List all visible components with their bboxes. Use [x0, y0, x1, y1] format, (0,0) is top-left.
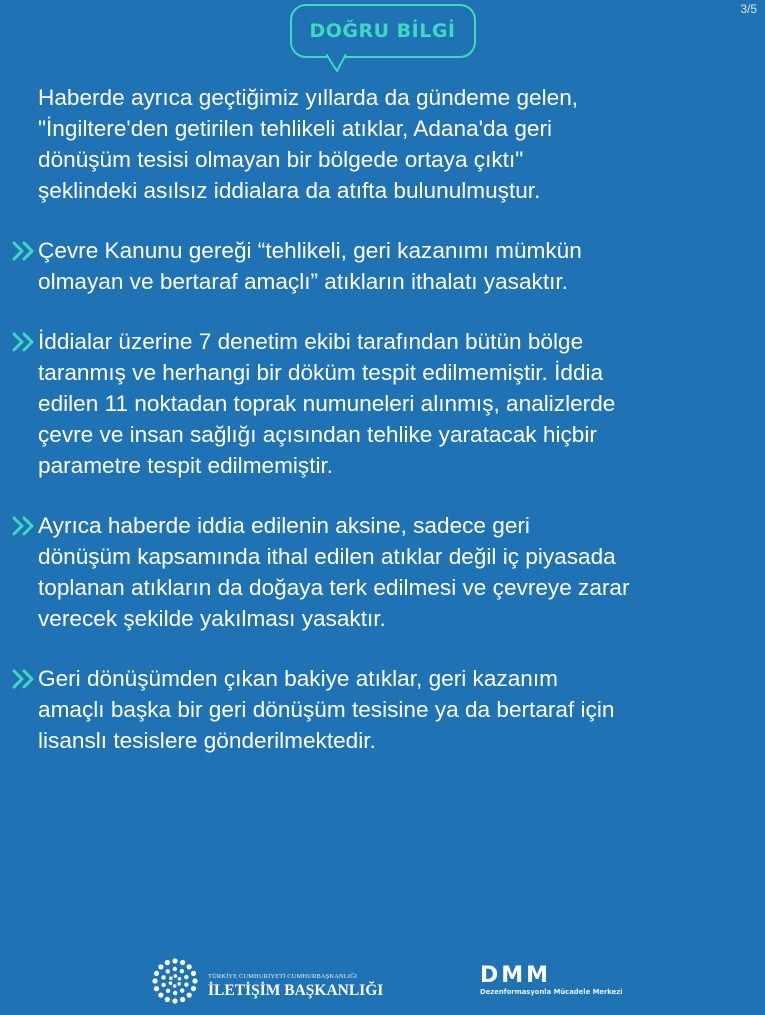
- dmm-acronym: DMM: [480, 963, 552, 988]
- logo-small-text: TÜRKİYE CUMHURİYETİ CUMHURBAŞKANLIĞI: [208, 973, 358, 980]
- footer: [0, 950, 765, 1010]
- bullet-line: toplanan atıkların da doğaya terk edilmesi ve çevreye zarar: [38, 575, 630, 600]
- bullet-line: amaçlı başka bir geri dönüşüm tesisine ya da bertaraf için: [38, 697, 615, 722]
- dmm-logo: [480, 963, 630, 1003]
- main-content: [38, 82, 750, 785]
- bullet-line: dönüşüm kapsamında ithal edilen atıklar değil iç piyasada: [38, 544, 616, 569]
- double-chevron-right-icon: [12, 516, 38, 536]
- double-chevron-right-icon: [12, 669, 38, 689]
- intro-line: Haberde ayrıca geçtiğimiz yıllarda da gündeme gelen,: [38, 85, 579, 110]
- bullet-line: Çevre Kanunu gereği “tehlikeli, geri kazanımı mümkün: [38, 238, 582, 263]
- dmm-subtitle: Dezenformasyonla Mücadele Merkezi: [480, 988, 623, 996]
- intro-line: şeklindeki asılsız iddialara da atıfta bulunulmuştur.: [38, 178, 541, 203]
- logo-big-text: İLETİŞİM BAŞKANLIĞI: [208, 982, 384, 999]
- double-chevron-right-icon: [12, 241, 38, 261]
- dogru-bilgi-badge: [290, 4, 476, 74]
- bullet-paragraph: [38, 510, 750, 634]
- iletisim-baskanligi-logo: [150, 956, 390, 1006]
- bullet-line: taranmış ve herhangi bir döküm tespit edilmemiştir. İddia: [38, 360, 604, 385]
- intro-paragraph: [38, 82, 750, 206]
- bullet-line: olmayan ve bertaraf amaçlı” atıkların ithalatı yasaktır.: [38, 269, 568, 294]
- bullet-line: verecek şekilde yakılması yasaktır.: [38, 606, 386, 631]
- bullet-line: İddialar üzerine 7 denetim ekibi tarafından bütün bölge: [38, 329, 584, 354]
- intro-line: "İngiltere'den getirilen tehlikeli atıklar, Adana'da geri: [38, 116, 553, 141]
- double-chevron-right-icon: [12, 332, 38, 352]
- page-counter: 3/5: [740, 2, 757, 16]
- bullet-line: Geri dönüşümden çıkan bakiye atıklar, geri kazanım: [38, 666, 558, 691]
- intro-line: dönüşüm tesisi olmayan bir bölgede ortaya çıktı": [38, 147, 524, 172]
- bullet-line: parametre tespit edilmemiştir.: [38, 453, 334, 478]
- badge-label: DOĞRU BİLGİ: [290, 4, 476, 58]
- bullet-line: çevre ve insan sağlığı açısından tehlike yaratacak hiçbir: [38, 422, 597, 447]
- bullet-paragraph: [38, 663, 750, 756]
- bullet-line: Ayrıca haberde iddia edilenin aksine, sadece geri: [38, 513, 530, 538]
- bullet-line: edilen 11 noktadan toprak numuneleri alınmış, analizlerde: [38, 391, 616, 416]
- bullet-line: lisanslı tesislere gönderilmektedir.: [38, 728, 376, 753]
- star-emblem-icon: [150, 956, 200, 1006]
- bullet-paragraph: [38, 235, 750, 297]
- bullet-paragraph: [38, 326, 750, 481]
